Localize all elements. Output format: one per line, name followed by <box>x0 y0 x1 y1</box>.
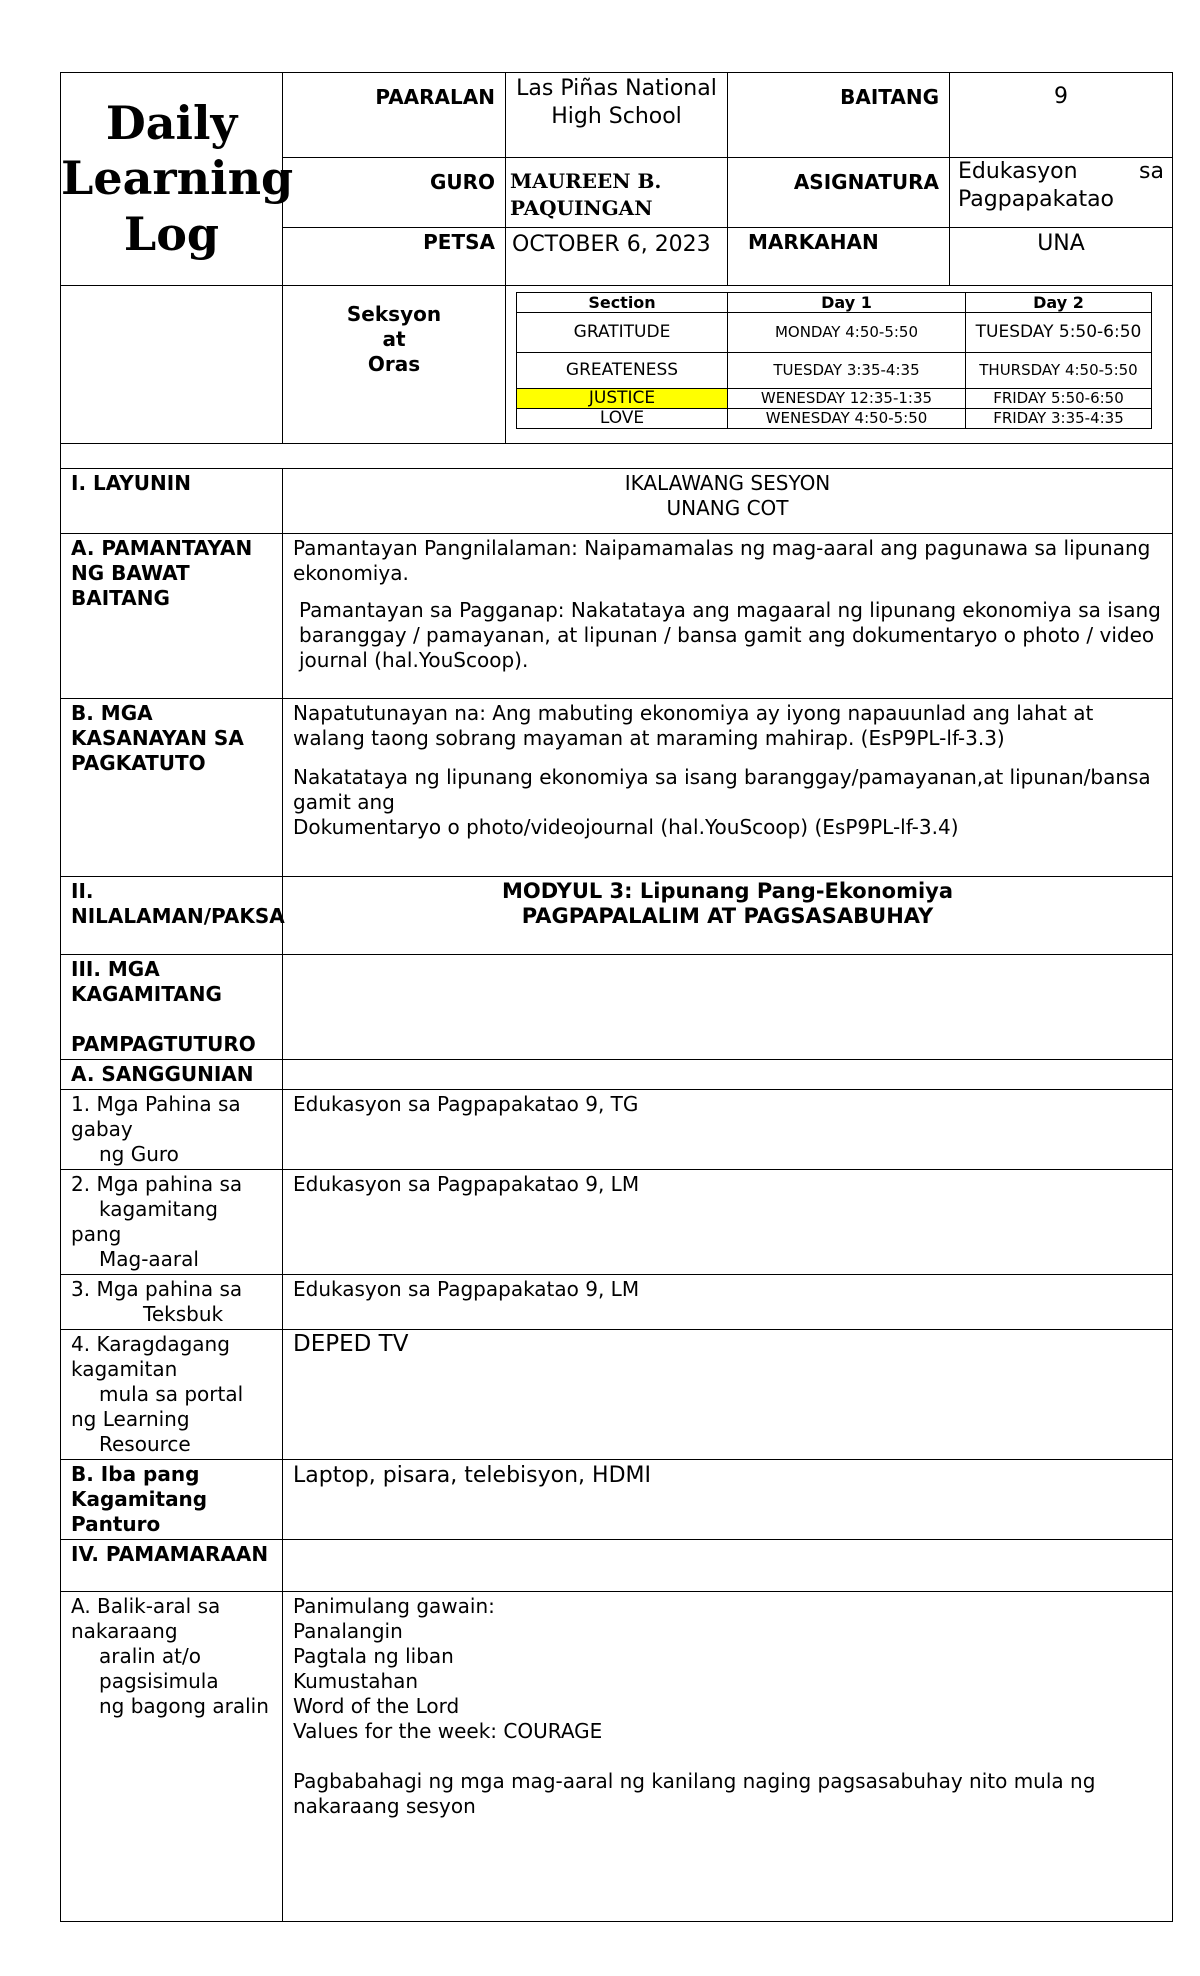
pamantayan-pagganap: Pamantayan sa Pagganap: Nakatataya ang magaaral ng lipunang ekonomiya sa isang baranggay / pamayanan, at lipunan / bansa gamit ang dokumentaryo o photo / video journal (hal.YouScoop). <box>299 597 1161 672</box>
balik-label: A. Balik-aral sa nakaraang aralin at/o pagsisimula ng bagong aralin <box>61 1591 283 1921</box>
schedule-header-day1: Day 1 <box>728 293 966 313</box>
schedule-header-day2: Day 2 <box>966 293 1152 313</box>
ref4-label: 4. Karagdagang kagamitan mula sa portal ng Learning Resource <box>61 1329 283 1459</box>
petsa-label: PETSA <box>283 228 506 286</box>
markahan-label: MARKAHAN <box>728 228 950 286</box>
schedule-header-section: Section <box>517 293 728 313</box>
iba-label: B. Iba pang Kagamitang Panturo <box>61 1459 283 1539</box>
balik-closing: Pagbabahagi ng mga mag-aaral ng kanilang naging pagsasabuhay nito mula ng nakaraang sesyon <box>293 1768 1096 1818</box>
layunin-line-1: IKALAWANG SESYON <box>624 470 831 495</box>
title-line-1: Daily <box>105 96 238 151</box>
guro-value: MAUREEN B. PAQUINGAN <box>506 158 728 228</box>
nilalaman-content <box>283 876 1173 954</box>
layunin-content <box>283 468 1173 533</box>
layunin-label: I. LAYUNIN <box>61 468 283 533</box>
balik-line: Kumustahan <box>293 1668 419 1693</box>
schedule-day2: THURSDAY 4:50-5:50 <box>966 353 1152 389</box>
header-table <box>60 72 1173 444</box>
kagamitan-label: III. MGA KAGAMITANG PAMPAGTUTURO <box>61 954 283 1059</box>
schedule-table <box>516 292 1152 429</box>
schedule-day2: FRIDAY 3:35-4:35 <box>966 409 1152 429</box>
balik-line: Pagtala ng liban <box>293 1643 454 1668</box>
paaralan-value: Las Piñas National High School <box>506 73 728 158</box>
sanggunian-label: A. SANGGUNIAN <box>61 1059 283 1089</box>
ref1-label: 1. Mga Pahina sa gabay ng Guro <box>61 1089 283 1169</box>
petsa-value: OCTOBER 6, 2023 <box>506 228 728 286</box>
ref3-label: 3. Mga pahina sa Teksbuk <box>61 1274 283 1329</box>
balik-line: Values for the week: COURAGE <box>293 1718 603 1743</box>
modyul-subtitle: PAGPAPALALIM AT PAGSASABUHAY <box>521 903 934 928</box>
ref2-label: 2. Mga pahina sa kagamitang pang Mag-aaral <box>61 1169 283 1274</box>
document-title <box>61 73 294 286</box>
spacer-row <box>61 444 1173 468</box>
schedule-day1: TUESDAY 3:35-4:35 <box>728 353 966 389</box>
layunin-line-2: UNANG COT <box>666 495 789 520</box>
schedule-day1: MONDAY 4:50-5:50 <box>728 313 966 353</box>
pamamaraan-content <box>283 1539 1173 1591</box>
kasanayan-content <box>283 698 1173 876</box>
pamantayan-pangnilalaman: Pamantayan Pangnilalaman: Naipamamalas ng mag-aaral ang pagunawa sa lipunang ekonomiya. <box>293 535 1151 585</box>
balik-line: Panalangin <box>293 1618 403 1643</box>
modyul-title: MODYUL 3: Lipunang Pang-Ekonomiya <box>501 878 954 903</box>
schedule-section: GREATENESS <box>517 353 728 389</box>
schedule-section-highlighted: JUSTICE <box>517 389 728 409</box>
guro-label: GURO <box>283 158 506 228</box>
schedule-section: GRATITUDE <box>517 313 728 353</box>
paaralan-label: PAARALAN <box>283 73 506 158</box>
baitang-label: BAITANG <box>728 73 950 158</box>
kasanayan-text-2: Nakatataya ng lipunang ekonomiya sa isang baranggay/pamayanan,at lipunan/bansa gamit ang <box>293 764 1151 814</box>
ref2-value: Edukasyon sa Pagpapakatao 9, LM <box>283 1169 1173 1274</box>
empty-title-bottom <box>61 286 283 444</box>
balik-content <box>283 1591 1173 1921</box>
schedule-day1: WENESDAY 4:50-5:50 <box>728 409 966 429</box>
kasanayan-text-1: Napatutunayan na: Ang mabuting ekonomiya ay iyong napauunlad ang lahat at walang taong sobrang mayaman at maraming mahirap. (EsP9PL-lf-3.3) <box>293 700 1094 750</box>
schedule-day2: TUESDAY 5:50-6:50 <box>966 313 1152 353</box>
pamamaraan-label: IV. PAMAMARAAN <box>61 1539 283 1591</box>
balik-line: Panimulang gawain: <box>293 1593 495 1618</box>
nilalaman-label: II. NILALAMAN/PAKSA <box>61 876 283 954</box>
asignatura-label: ASIGNATURA <box>728 158 950 228</box>
balik-line: Word of the Lord <box>293 1693 460 1718</box>
sanggunian-content <box>283 1059 1173 1089</box>
schedule-day2: FRIDAY 5:50-6:50 <box>966 389 1152 409</box>
kasanayan-label: B. MGA KASANAYAN SA PAGKATUTO <box>61 698 283 876</box>
seksyon-label: Seksyon at Oras <box>283 286 506 444</box>
ref4-value: DEPED TV <box>283 1329 1173 1459</box>
main-table <box>60 444 1173 1922</box>
iba-value: Laptop, pisara, telebisyon, HDMI <box>283 1459 1173 1539</box>
asignatura-value: Edukasyon sa Pagpapakatao <box>950 158 1173 228</box>
markahan-value: UNA <box>950 228 1173 286</box>
title-line-3: Log <box>123 206 220 261</box>
schedule-day1: WENESDAY 12:35-1:35 <box>728 389 966 409</box>
pamantayan-content <box>283 533 1173 698</box>
title-line-2: Learning <box>61 151 294 206</box>
schedule-section: LOVE <box>517 409 728 429</box>
baitang-value: 9 <box>950 73 1173 158</box>
schedule-cell <box>506 286 1173 444</box>
daily-learning-log-page <box>60 72 1172 1922</box>
ref1-value: Edukasyon sa Pagpapakatao 9, TG <box>283 1089 1173 1169</box>
kagamitan-content <box>283 954 1173 1059</box>
ref3-value: Edukasyon sa Pagpapakatao 9, LM <box>283 1274 1173 1329</box>
pamantayan-label: A. PAMANTAYAN NG BAWAT BAITANG <box>61 533 283 698</box>
kasanayan-text-3: Dokumentaryo o photo/videojournal (hal.YouScoop) (EsP9PL-lf-3.4) <box>293 814 959 839</box>
